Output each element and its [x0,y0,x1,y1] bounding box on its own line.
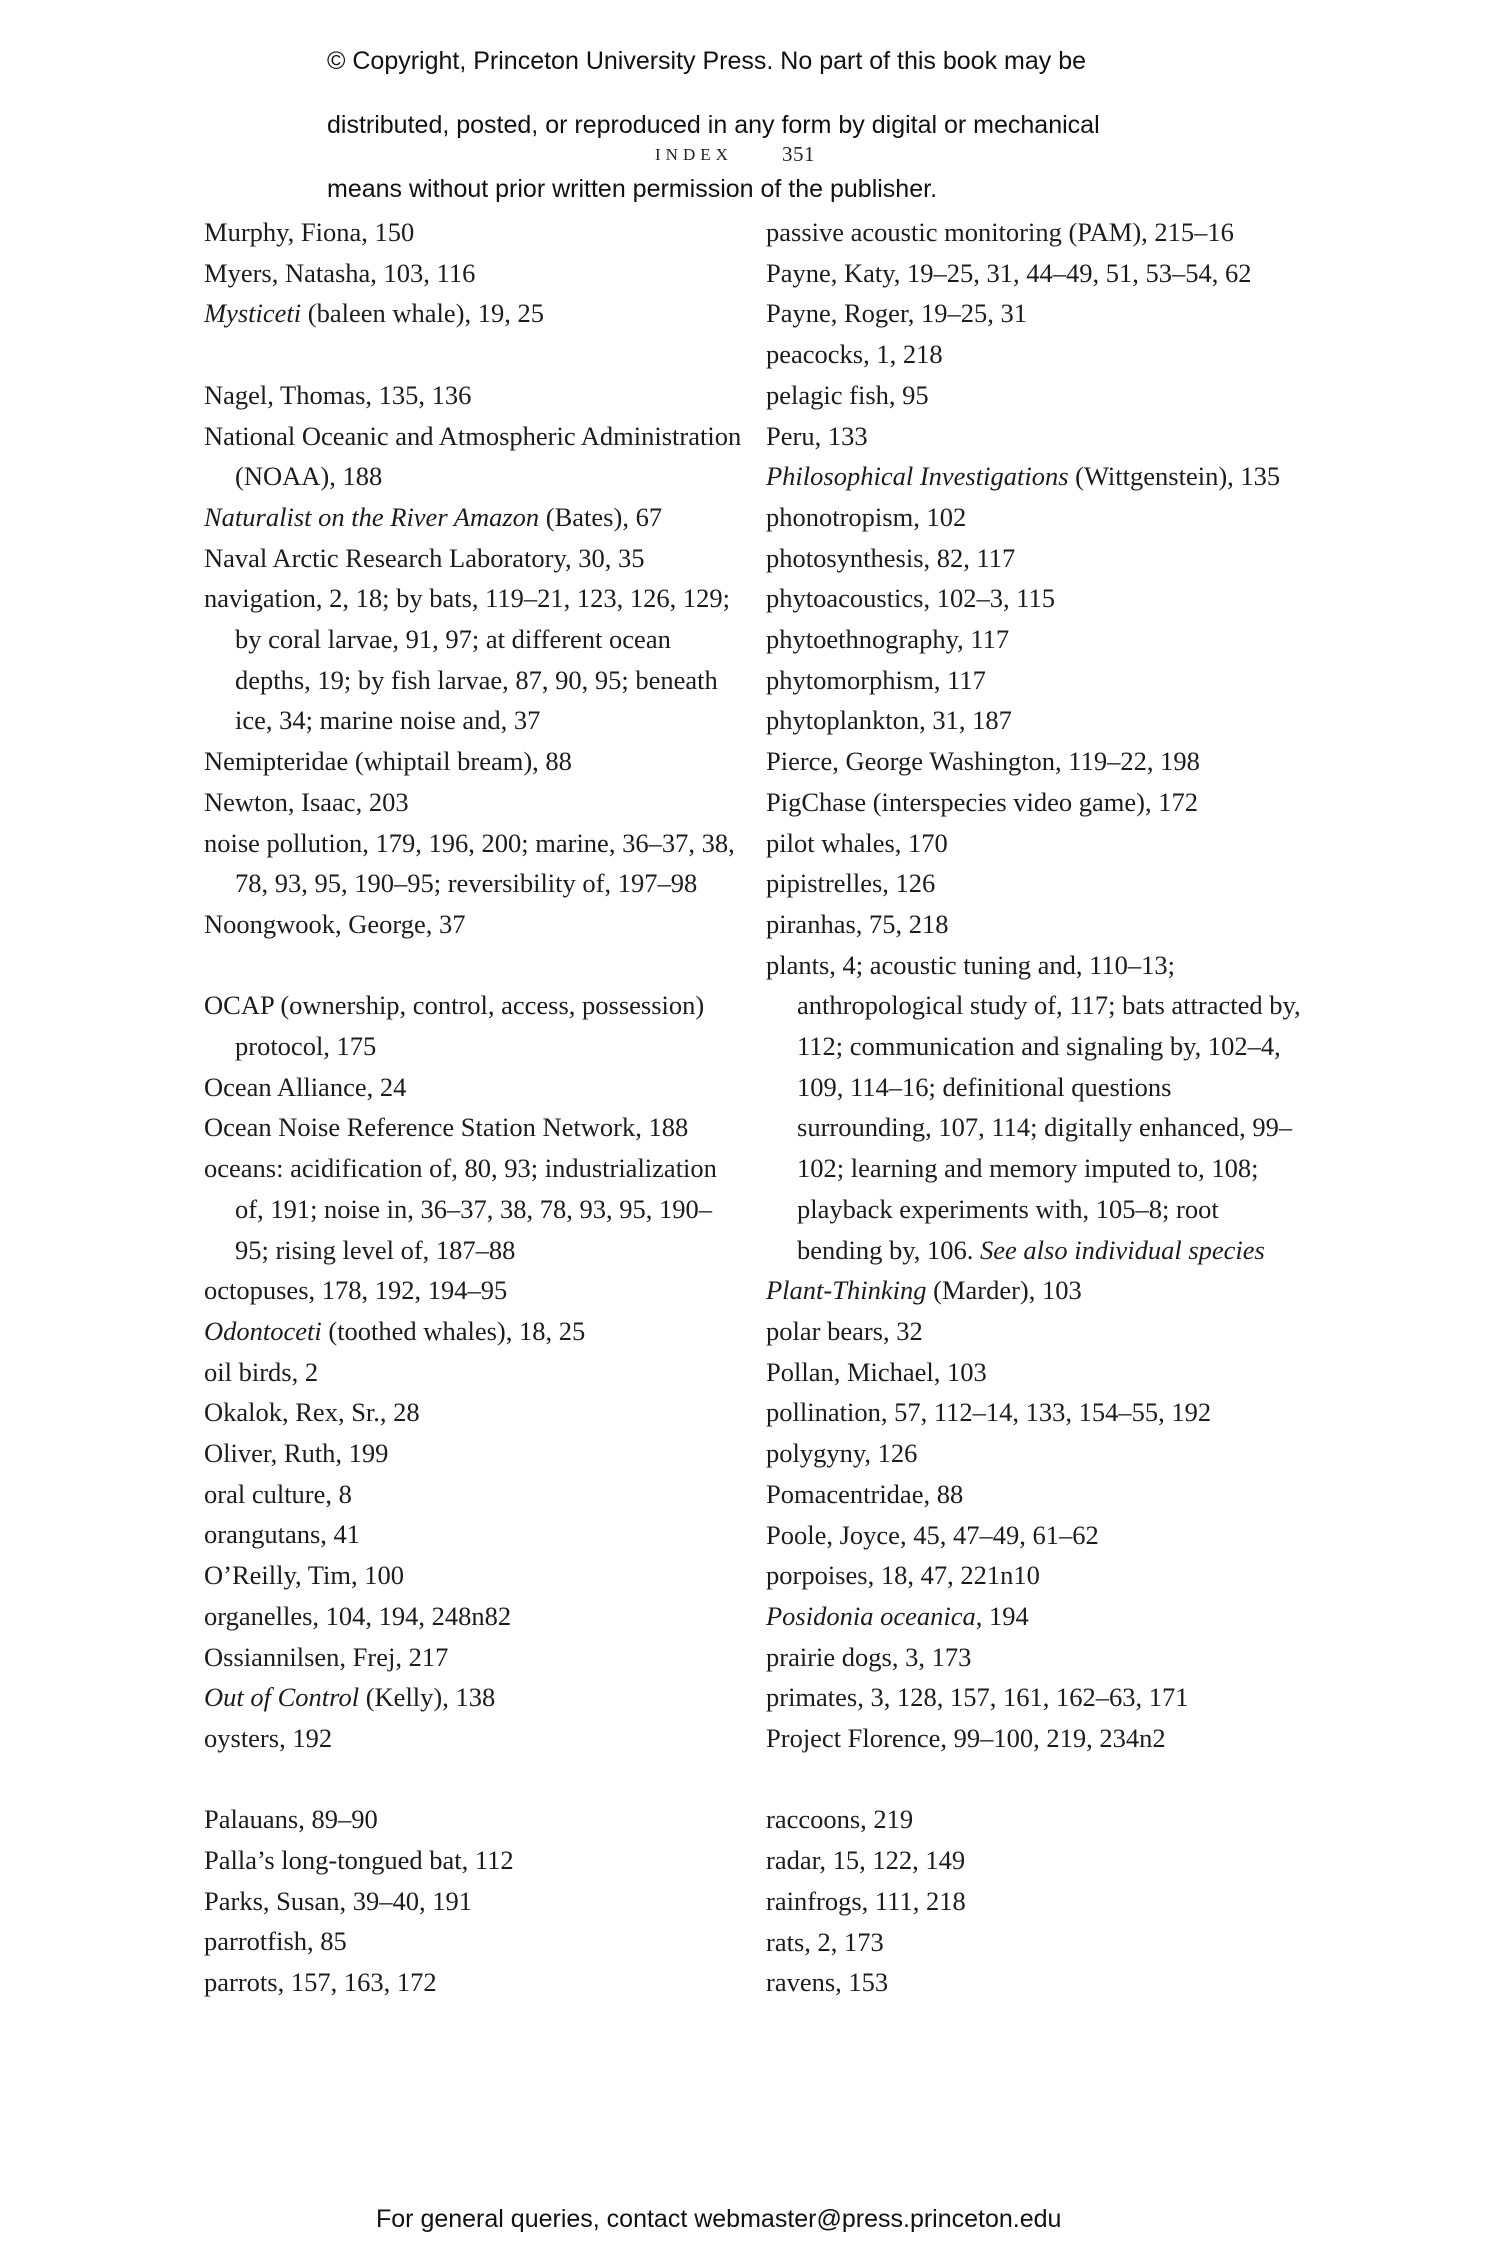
index-entry [766,660,1306,701]
index-entry-italic-text: Odontoceti [204,1315,322,1346]
index-entry-text: O’Reilly, Tim, 100 [204,1560,405,1591]
copyright-line: distributed, posted, or reproduced in any form by digital or mechanical [327,111,1100,139]
index-entry-text: pelagic fish, 95 [766,379,929,410]
index-entry [204,1392,744,1433]
index-entry [204,985,744,1066]
index-entry [204,1067,744,1108]
index-entry [766,1352,1306,1393]
index-entry-text: Noongwook, George, 37 [204,908,466,939]
index-entry-text: parrots, 157, 163, 172 [204,1967,437,1998]
index-entry-text: noise pollution, 179, 196, 200; marine, 36–37, 38, 78, 93, 95, 190–95; reversibility of, 197–98 [204,827,735,899]
index-entry [766,538,1306,579]
index-entry [766,1270,1306,1311]
index-entry-text: piranhas, 75, 218 [766,908,949,939]
index-entry-text: Nemipteridae (whiptail bream), 88 [204,746,572,777]
index-entry [766,578,1306,619]
index-entry-text: Payne, Katy, 19–25, 31, 44–49, 51, 53–54, 62 [766,257,1252,288]
index-entry-text: polygyny, 126 [766,1438,918,1469]
index-entry-italic-text: Posidonia oceanica [766,1600,976,1631]
index-entry-text: Poole, Joyce, 45, 47–49, 61–62 [766,1519,1099,1550]
index-entry-text: radar, 15, 122, 149 [766,1845,966,1876]
index-entry [204,1433,744,1474]
index-entry-italic-text: Mysticeti [204,298,302,329]
index-entry [766,945,1306,1271]
index-entry [204,1514,744,1555]
index-entry-text: parrotfish, 85 [204,1926,347,1957]
index-entry [766,293,1306,334]
index-entry [766,416,1306,457]
index-entry [204,375,744,416]
index-entry [204,1840,744,1881]
index-entry-italic-text: Philosophical Investigations [766,461,1069,492]
index-entry [204,578,744,741]
index-entry-text: (Marder), 103 [926,1275,1082,1306]
index-entry-text: Okalok, Rex, Sr., 28 [204,1397,420,1428]
index-entry-text: pilot whales, 170 [766,827,948,858]
index-entry-text: Palauans, 89–90 [204,1804,378,1835]
index-entry-text: Payne, Roger, 19–25, 31 [766,298,1027,329]
index-entry-text: Pomacentridae, 88 [766,1478,964,1509]
index-entry [766,782,1306,823]
index-entry-text: primates, 3, 128, 157, 161, 162–63, 171 [766,1682,1189,1713]
index-entry [766,1799,1306,1840]
index-entry [204,1311,744,1352]
index-entry-text: Naval Arctic Research Laboratory, 30, 35 [204,542,645,573]
index-entry [204,212,744,253]
index-entry [766,1962,1306,2003]
index-entry [766,1881,1306,1922]
index-entry-text: peacocks, 1, 218 [766,339,943,370]
index-entry [766,334,1306,375]
index-entry-text: oceans: acidification of, 80, 93; industrialization of, 191; noise in, 36–37, 38, 78, 93, 95, 190–95; rising level of, 187–88 [204,1153,717,1265]
index-entry-text: Ossiannilsen, Frej, 217 [204,1641,449,1672]
index-entry-text: prairie dogs, 3, 173 [766,1641,972,1672]
index-entry-italic-text: Naturalist on the River Amazon [204,501,540,532]
index-entry [766,1311,1306,1352]
index-entry-text: phytoplankton, 31, 187 [766,705,1012,736]
index-entry-text: Newton, Isaac, 203 [204,786,409,817]
index-entry-text: pipistrelles, 126 [766,868,936,899]
index-entry-text: raccoons, 219 [766,1804,914,1835]
index-entry-text: octopuses, 178, 192, 194–95 [204,1275,508,1306]
index-entry-text: Oliver, Ruth, 199 [204,1438,389,1469]
index-entry-text: (Kelly), 138 [359,1682,496,1713]
index-entry [766,1392,1306,1433]
index-entry-text: OCAP (ownership, control, access, possession) protocol, 175 [204,990,705,1062]
index-entry [204,1596,744,1637]
index-entry [766,1555,1306,1596]
index-entry-text: (toothed whales), 18, 25 [321,1315,586,1346]
index-entry [766,1840,1306,1881]
index-entry-text: phytomorphism, 117 [766,664,986,695]
index-entry [204,1718,744,1759]
index-entry-text: (baleen whale), 19, 25 [301,298,544,329]
index-entry [766,1922,1306,1963]
copyright-line: means without prior written permission of the publisher. [327,175,938,203]
index-entry [766,1474,1306,1515]
index-entry [204,416,744,497]
index-entry-text: , 194 [975,1600,1029,1631]
index-entry [204,538,744,579]
index-entry-text: phonotropism, 102 [766,501,967,532]
index-entry [204,293,744,334]
index-entry-text: (Bates), 67 [539,501,663,532]
index-entry [204,1270,744,1311]
index-entry-text: orangutans, 41 [204,1519,361,1550]
index-entry [766,212,1306,253]
index-entry [766,1637,1306,1678]
index-entry-text: pollination, 57, 112–14, 133, 154–55, 192 [766,1397,1212,1428]
index-entry-italic-text: Plant-Thinking [766,1275,927,1306]
index-entry [204,1881,744,1922]
index-entry-text: passive acoustic monitoring (PAM), 215–16 [766,217,1234,247]
index-entry [766,456,1306,497]
index-entry-text: polar bears, 32 [766,1315,923,1346]
footer-contact: For general queries, contact webmaster@press.princeton.edu [376,2205,1062,2233]
index-entry [766,1718,1306,1759]
index-entry-text: oysters, 192 [204,1722,333,1753]
copyright-notice [327,13,1227,237]
index-entry-text: porpoises, 18, 47, 221n10 [766,1560,1040,1591]
index-entry-text: Parks, Susan, 39–40, 191 [204,1885,472,1916]
index-entry [204,1962,744,2003]
index-entry [204,1148,744,1270]
index-entry [766,1433,1306,1474]
index-entry-text: photosynthesis, 82, 117 [766,542,1016,573]
index-entry [766,863,1306,904]
index-entry-text: Pierce, George Washington, 119–22, 198 [766,746,1200,777]
index-entry-text: Palla’s long-tongued bat, 112 [204,1845,514,1876]
index-column-left [204,212,744,2003]
index-entry-text: plants, 4; acoustic tuning and, 110–13; anthropological study of, 117; bats attracted by, 112; communication and signaling by, 102–4, 109, 114–16; definitional questions surrounding, 107, 114; digitally enhanced, 99–102; learning and memory imputed to, 108; playback experiments with, 105–8; root bending by, 106. [766,949,1301,1265]
index-entry [766,253,1306,294]
index-entry-text: Ocean Alliance, 24 [204,1071,407,1102]
index-entry [766,741,1306,782]
index-entry [204,1352,744,1393]
index-entry [204,782,744,823]
index-entry [204,741,744,782]
index-entry [204,497,744,538]
index-column-right [766,212,1306,2003]
index-entry-text: phytoethnography, 117 [766,624,1010,655]
index-entry [766,1677,1306,1718]
index-entry [204,1637,744,1678]
index-entry-text: rainfrogs, 111, 218 [766,1885,966,1916]
index-entry-text: PigChase (interspecies video game), 172 [766,786,1198,817]
index-entry-text: rats, 2, 173 [766,1926,884,1957]
index-entry [204,1107,744,1148]
index-entry [766,375,1306,416]
index-entry-text: National Oceanic and Atmospheric Administration (NOAA), 188 [204,420,742,492]
copyright-line: © Copyright, Princeton University Press. No part of this book may be [327,47,1087,75]
page-number: 351 [782,142,815,166]
index-entry-text: oil birds, 2 [204,1356,319,1387]
index-entry [204,1799,744,1840]
index-entry-text: Project Florence, 99–100, 219, 234n2 [766,1723,1166,1754]
index-entry [766,1596,1306,1637]
index-entry-italic-text: See also individual species [980,1234,1265,1265]
index-entry [766,904,1306,945]
index-entry-text: Murphy, Fiona, 150 [204,217,415,247]
index-entry-text: (Wittgenstein), 135 [1068,461,1281,492]
index-entry [204,1921,744,1962]
index-entry-text: navigation, 2, 18; by bats, 119–21, 123, 126, 129; by coral larvae, 91, 97; at different ocean depths, 19; by fish larvae, 87, 90, 95; beneath ice, 34; marine noise and, 37 [204,583,731,736]
index-entry-text: ravens, 153 [766,1967,889,1998]
index-entry-text: organelles, 104, 194, 248n82 [204,1600,512,1631]
index-entry-text: oral culture, 8 [204,1478,352,1509]
index-entry [204,1555,744,1596]
index-entry [766,823,1306,864]
index-entry [204,1677,744,1718]
index-entry-text: Peru, 133 [766,420,868,451]
index-entry-text: phytoacoustics, 102–3, 115 [766,583,1056,614]
index-entry [766,619,1306,660]
index-entry [204,904,744,945]
index-entry-text: Myers, Natasha, 103, 116 [204,257,476,288]
running-head-label: INDEX [655,145,733,164]
index-entry-italic-text: Out of Control [204,1682,360,1713]
index-entry [766,1515,1306,1556]
index-entry [204,253,744,294]
index-entry [766,497,1306,538]
index-entry-text: Ocean Noise Reference Station Network, 188 [204,1112,689,1143]
index-entry-text: Pollan, Michael, 103 [766,1356,987,1387]
index-entry [766,700,1306,741]
index-entry [204,823,744,904]
index-entry [204,1474,744,1515]
index-entry-text: Nagel, Thomas, 135, 136 [204,379,472,410]
